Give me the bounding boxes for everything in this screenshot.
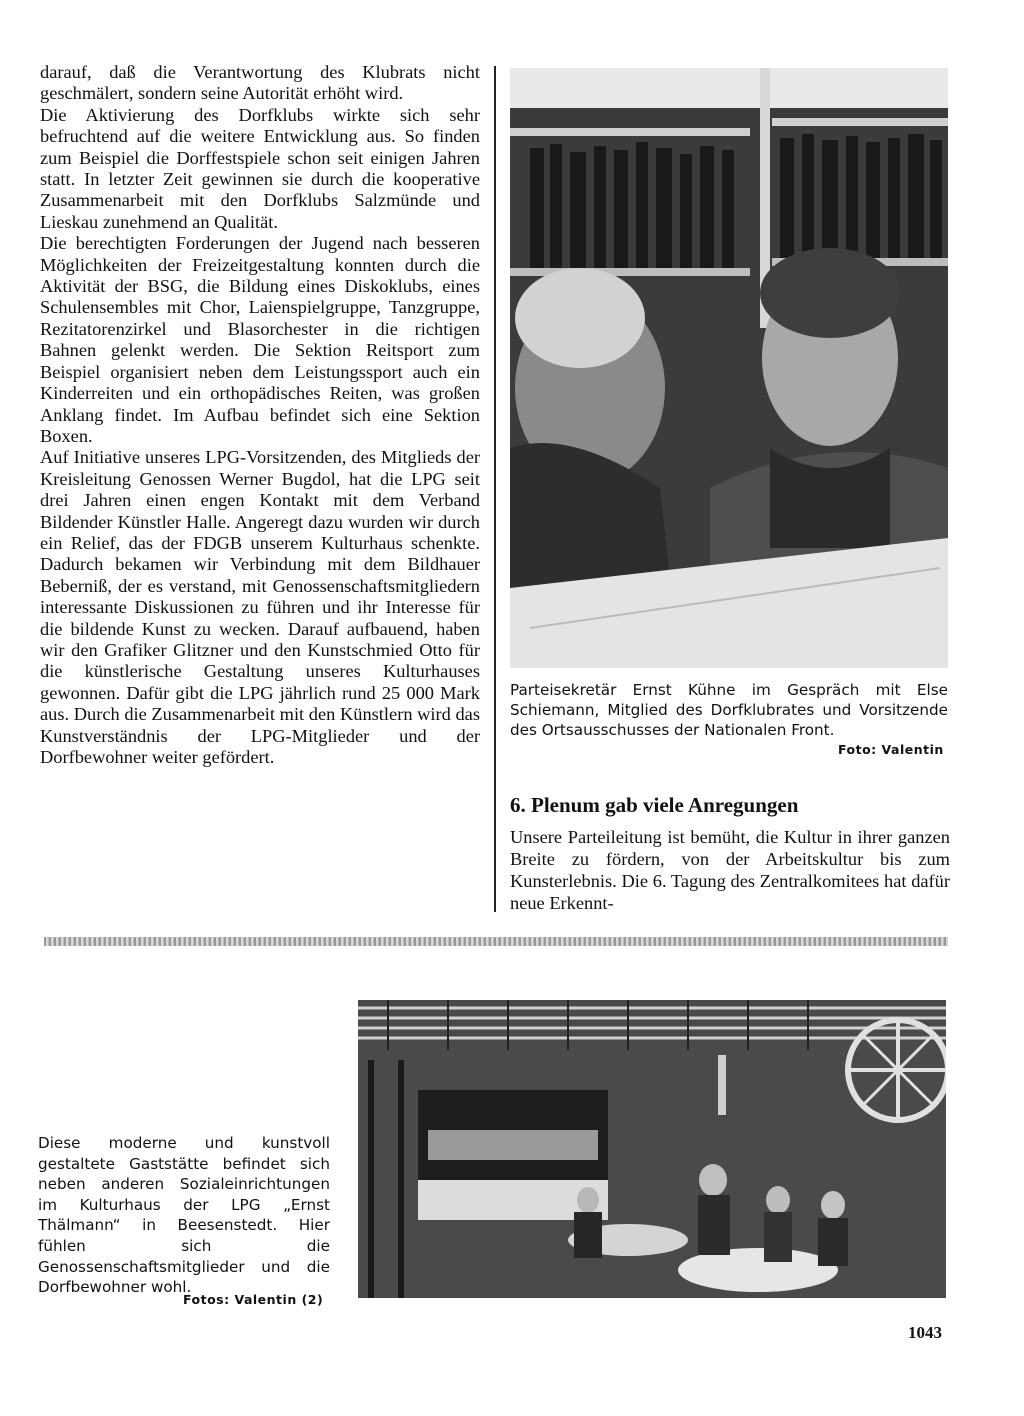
paragraph: Die berechtigten Forderungen der Jugend nach besseren Möglichkeiten der Freizeitgestaltung konnten durch die Aktivität der BSG, die Bildung eines Diskoklubs, eines Schulensembles mit Chor, Laienspielgruppe, Tanzgruppe, Rezitatorenzirkel und Blasorchester in die richtigen Bahnen gelenkt werden. Die Sektion Reitsport zum Beispiel organisiert neben dem Leistungssport auch ein Kinderreiten und ein orthopädisches Reiten, was großen Anklang findet. Im Aufbau befindet sich eine Sektion Boxen.	[40, 233, 480, 446]
column-rule	[494, 66, 496, 912]
photo-conversation-image	[510, 68, 948, 668]
paragraph: Auf Initiative unseres LPG-Vorsitzenden, des Mitglieds der Kreisleitung Genossen Werner Bugdol, hat die LPG seit drei Jahren einen engen Kontakt mit dem Verband Bildender Künstler Halle. Angeregt dazu wurden wir durch ein Relief, das der FDGB unserem Kulturhaus schenkte. Dadurch bekamen wir Verbindung mit dem Bildhauer Bebernіß, der es verstand, mit Genossenschaftsmitgliedern interessante Diskussionen zu führen und ihr Interesse für die bildende Kunst zu wecken. Darauf aufbauend, haben wir den Grafiker Glitzner und den Kunstschmied Otto für die künstlerische Gestaltung unseres Kulturhauses gewonnen. Dafür gibt die LPG jährlich rund 25 000 Mark aus. Durch die Zusammenarbeit mit den Künstlern wird das Kunstverständnis der LPG-Mitglieder und der Dorfbewohner weiter gefördert.	[40, 447, 480, 767]
right-text-column	[510, 826, 950, 914]
photo-caption: Diese moderne und kunstvoll gestaltete Gaststätte befindet sich neben anderen Sozialeinrichtungen im Kulturhaus der LPG „Ernst Thälmann“ in Beesenstedt. Hier fühlen sich die Genossenschaftsmitglieder und die Dorfbewohner wohl.	[38, 1134, 330, 1297]
section-divider	[44, 937, 948, 946]
photo-caption: Parteisekretär Ernst Kühne im Gespräch mit Else Schiemann, Mitglied des Dorfklubrates und Vorsitzende des Ortsausschusses der Nationalen Front.	[510, 681, 948, 739]
section-heading: 6. Plenum gab viele Anregungen	[510, 793, 799, 817]
paragraph: Unsere Parteileitung ist bemüht, die Kultur in ihrer ganzen Breite zu fördern, von der Arbeitskultur bis zum Kunsterlebnis. Die 6. Tagung des Zentralkomitees hat dafür neue Erkennt-	[510, 827, 950, 913]
paragraph: Die Aktivierung des Dorfklubs wirkte sich sehr befruchtend auf die weitere Entwicklung aus. So finden zum Beispiel die Dorffestspiele schon seit einigen Jahren statt. In letzter Zeit gewinnen sie durch die kooperative Zusammenarbeit mit den Dorfklubs Salzmünde und Lieskau zunehmend an Qualität.	[40, 104, 480, 232]
photo-restaurant-image	[358, 1000, 946, 1298]
left-text-column	[40, 62, 480, 768]
paragraph: darauf, daß die Verantwortung des Klubrats nicht geschmälert, sondern seine Autorität erhöht wird.	[40, 62, 480, 104]
photo-restaurant	[358, 1000, 946, 1298]
photo-conversation	[510, 68, 948, 668]
photo-credit: Fotos: Valentin (2)	[183, 1292, 324, 1307]
page-number: 1043	[908, 1323, 942, 1342]
photo-credit: Foto: Valentin	[838, 742, 944, 757]
